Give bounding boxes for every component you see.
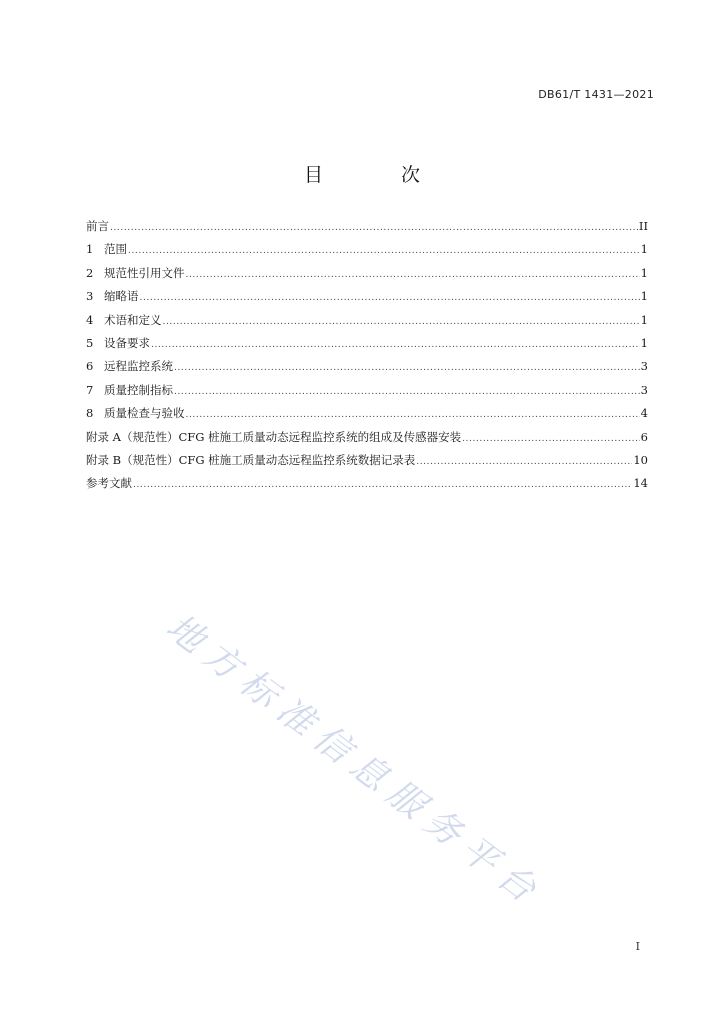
toc-item-equipment-requirements[interactable] <box>86 335 648 358</box>
toc-item-page: 1 <box>640 242 648 257</box>
dot-leader <box>151 340 640 350</box>
dot-leader <box>163 317 640 327</box>
watermark: 地方标准信息服务平台 <box>158 606 551 916</box>
toc-item-label: 参考文献 <box>86 476 132 491</box>
toc-item-number: 7 <box>86 382 94 397</box>
toc-item-quality-control[interactable] <box>86 382 648 405</box>
toc-item-label: 设备要求 <box>104 335 150 350</box>
toc-item-number: 6 <box>86 359 94 374</box>
toc-item-page: 10 <box>633 452 648 467</box>
toc-item-number: 5 <box>86 335 94 350</box>
toc-item-page: 14 <box>633 476 648 491</box>
dot-leader <box>174 387 640 397</box>
toc-item-page: 1 <box>640 312 648 327</box>
toc-item-page: II <box>638 219 648 233</box>
dot-leader <box>128 246 640 256</box>
toc-item-remote-monitoring[interactable] <box>86 358 648 381</box>
toc-item-label: 规范性引用文件 <box>104 265 185 280</box>
document-code: DB61/T 1431—2021 <box>538 88 654 101</box>
toc-item-label: 前言 <box>86 219 109 233</box>
dot-leader <box>462 434 640 444</box>
toc-item-terms-definitions[interactable] <box>86 312 648 335</box>
toc-item-inspection-acceptance[interactable] <box>86 405 648 428</box>
toc-item-number: 8 <box>86 406 94 421</box>
toc-item-label: 质量控制指标 <box>104 382 173 397</box>
toc-item-page: 1 <box>640 265 648 280</box>
toc-item-label: 质量检查与验收 <box>104 406 185 421</box>
table-of-contents <box>86 218 648 499</box>
dot-leader <box>186 270 640 280</box>
toc-item-foreword[interactable] <box>86 218 648 241</box>
toc-item-number: 3 <box>86 289 94 304</box>
toc-item-label: 附录 A（规范性）CFG 桩施工质量动态远程监控系统的组成及传感器安装 <box>86 429 462 444</box>
toc-item-page: 6 <box>640 429 648 444</box>
toc-item-number: 2 <box>86 265 94 280</box>
dot-leader <box>140 293 640 303</box>
toc-item-page: 3 <box>640 382 648 397</box>
toc-item-label: 缩略语 <box>104 289 139 304</box>
dot-leader <box>416 457 632 467</box>
page-title: 目 次 <box>303 164 457 186</box>
dot-leader <box>174 363 640 373</box>
toc-item-label: 附录 B（规范性）CFG 桩施工质量动态远程监控系统数据记录表 <box>86 452 416 467</box>
toc-item-page: 1 <box>640 289 648 304</box>
toc-item-number: 4 <box>86 312 94 327</box>
toc-item-label: 术语和定义 <box>104 312 162 327</box>
dot-leader <box>186 410 640 420</box>
toc-item-label: 远程监控系统 <box>104 359 173 374</box>
toc-item-page: 1 <box>640 335 648 350</box>
toc-item-appendix-a[interactable] <box>86 429 648 452</box>
dot-leader <box>110 223 638 233</box>
toc-item-number: 1 <box>86 242 94 257</box>
dot-leader <box>133 480 632 490</box>
toc-item-label: 范围 <box>104 242 127 257</box>
toc-item-bibliography[interactable] <box>86 475 648 498</box>
toc-item-page: 3 <box>640 359 648 374</box>
toc-item-abbreviations[interactable] <box>86 288 648 311</box>
toc-item-normative-references[interactable] <box>86 265 648 288</box>
page-number: I <box>635 940 640 953</box>
toc-item-appendix-b[interactable] <box>86 452 648 475</box>
toc-item-scope[interactable] <box>86 241 648 264</box>
toc-item-page: 4 <box>640 406 648 421</box>
